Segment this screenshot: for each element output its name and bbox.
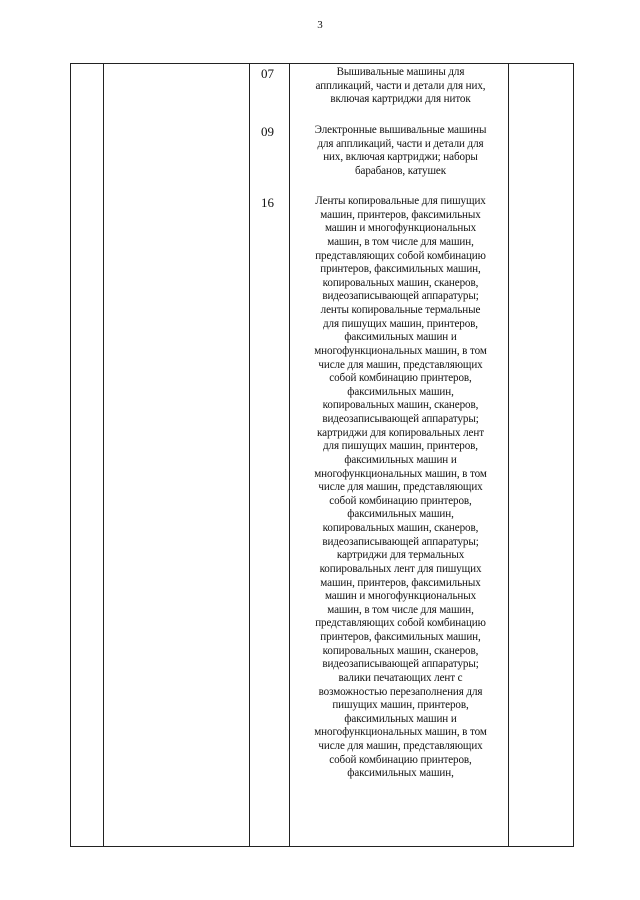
description-line: пишущих машин, принтеров, — [332, 699, 469, 712]
description-line: включая картриджи для ниток — [330, 93, 471, 106]
description-line: барабанов, катушек — [354, 164, 447, 177]
description-line: многофункциональных машин, в том — [314, 726, 487, 739]
description-line: представляющих собой комбинацию — [315, 617, 486, 630]
description-line: Ленты копировальные для пишущих — [315, 195, 486, 207]
description-line: видеозаписывающей аппаратуры; — [322, 658, 479, 671]
description-line: видеозаписывающей аппаратуры; — [322, 413, 479, 425]
description-line: картриджи для копировальных лент — [317, 426, 484, 439]
description-line: аппликаций, части и детали для них, — [315, 79, 486, 92]
description-line: факсимильных машин, — [347, 385, 454, 398]
description-line: машин, в том числе для машин, — [327, 235, 474, 248]
description-line: факсимильных машин и — [344, 712, 457, 725]
description-line: копировальных машин, сканеров, — [322, 276, 479, 289]
description-line: Вышивальные машины для — [336, 66, 465, 78]
description-line: многофункциональных машин, в том — [314, 467, 487, 480]
description-line: многофункциональных машин, в том — [314, 344, 487, 357]
page-number: 3 — [317, 19, 323, 31]
description-line: числе для машин, представляющих — [318, 740, 483, 752]
description-line: представляющих собой комбинацию — [315, 249, 486, 262]
description-line: принтеров, факсимильных машин, — [320, 631, 481, 643]
goods-description — [297, 124, 504, 179]
description-line: машин и многофункциональных — [324, 590, 477, 603]
description-line: возможностью перезаполнения для — [318, 685, 483, 698]
description-line: машин, принтеров, факсимильных — [320, 576, 481, 589]
description-line: видеозаписывающей аппаратуры; — [322, 290, 479, 303]
description-line: копировальных машин, сканеров, — [322, 522, 479, 534]
description-line: машин, принтеров, факсимильных — [320, 208, 481, 221]
column-divider — [103, 64, 104, 846]
goods-description — [297, 195, 504, 781]
description-line: для пишущих машин, принтеров, — [323, 440, 478, 453]
description-line: собой комбинацию принтеров, — [329, 494, 472, 507]
description-line: для аппликаций, части и детали для — [317, 137, 484, 150]
classification-table — [70, 63, 574, 847]
description-line: принтеров, факсимильных машин, — [320, 263, 481, 276]
description-line: числе для машин, представляющих — [318, 481, 483, 494]
description-line: факсимильных машин, — [347, 508, 454, 521]
goods-description — [297, 66, 504, 107]
description-line: видеозаписывающей аппаратуры; — [322, 535, 479, 548]
description-line: числе для машин, представляющих — [318, 358, 483, 371]
description-line: собой комбинацию принтеров, — [329, 753, 472, 766]
description-line: копировальных лент для пишущих — [319, 562, 482, 575]
description-line: них, включая картриджи; наборы — [323, 151, 478, 164]
description-line: валики печатающих лент с — [338, 671, 463, 684]
description-line: факсимильных машин и — [344, 453, 457, 466]
column-divider — [508, 64, 509, 846]
class-code: 09 — [261, 124, 274, 139]
class-code: 07 — [261, 66, 274, 81]
description-line: копировальных машин, сканеров, — [322, 644, 479, 657]
description-line: картриджи для термальных — [336, 549, 465, 562]
description-line: копировальных машин, сканеров, — [322, 399, 479, 412]
description-line: Электронные вышивальные машины — [314, 124, 487, 136]
description-line: собой комбинацию принтеров, — [329, 372, 472, 385]
description-line: машин, в том числе для машин, — [327, 603, 474, 616]
class-code: 16 — [261, 195, 274, 210]
description-line: факсимильных машин, — [347, 767, 454, 780]
description-line: машин и многофункциональных — [324, 222, 477, 235]
column-divider — [249, 64, 250, 846]
column-divider — [289, 64, 290, 846]
description-line: ленты копировальные термальные — [320, 304, 481, 316]
description-line: для пишущих машин, принтеров, — [323, 317, 478, 330]
description-line: факсимильных машин и — [344, 331, 457, 344]
